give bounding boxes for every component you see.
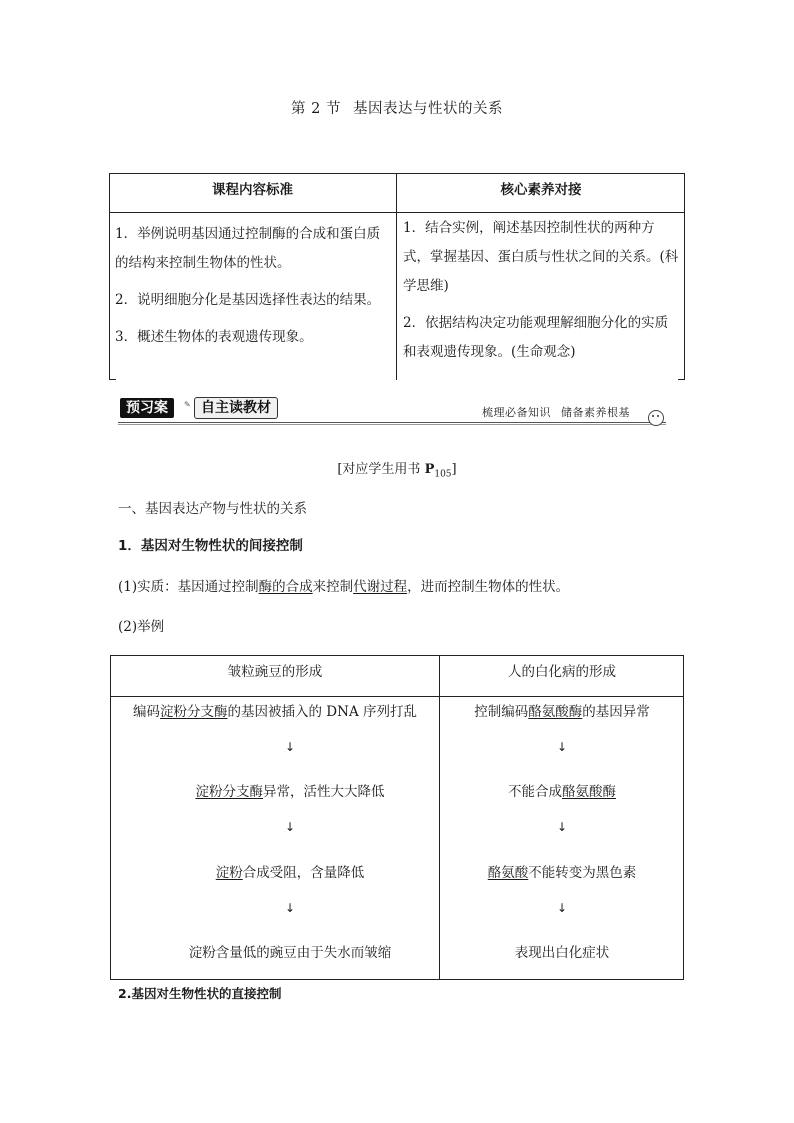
down-arrow-icon: ↓ — [284, 820, 296, 834]
self-study-tag: 自主读教材 — [194, 397, 278, 419]
preview-tag: 预习案 — [120, 398, 174, 418]
standard-item: 3．概述生物体的表观遗传现象。 — [115, 329, 313, 345]
pea-step-4: 淀粉含量低的豌豆由于失水而皱缩 — [188, 945, 392, 961]
header-curriculum-standard: 课程内容标准 — [212, 182, 293, 198]
examples-table — [110, 655, 684, 980]
essence-text: (1)实质：基因通过控制酶的合成来控制代谢过程，进而控制生物体的性状。 — [118, 579, 570, 595]
heading-1-1: 1．基因对生物性状的间接控制 — [118, 538, 303, 554]
standard-item: 2．说明细胞分化是基因选择性表达的结果。 — [115, 292, 381, 308]
down-arrow-icon: ↓ — [556, 901, 568, 915]
pea-step-1: 编码淀粉分支酶的基因被插入的 DNA 序列打乱 — [133, 704, 417, 720]
example-label: (2)举例 — [118, 619, 165, 635]
albinism-step-2: 不能合成酪氨酸酶 — [508, 784, 616, 800]
owl-icon — [648, 410, 664, 426]
header-wrinkled-pea: 皱粒豌豆的形成 — [227, 664, 323, 680]
albinism-step-3: 酪氨酸不能转变为黑色素 — [487, 865, 637, 881]
albinism-step-1: 控制编码酪氨酸酶的基因异常 — [474, 704, 650, 720]
heading-1-2: 2.基因对生物性状的直接控制 — [118, 986, 282, 1001]
down-arrow-icon: ↓ — [284, 740, 296, 754]
literacy-item: 2．依据结构决定功能观理解细胞分化的实质和表观遗传现象。(生命观念) — [403, 315, 669, 360]
section-banner — [118, 396, 684, 428]
section-number: 第 2 节 — [291, 101, 341, 117]
banner-slogan: 梳理必备知识 储备素养根基 — [482, 406, 630, 419]
page-title — [0, 97, 794, 118]
literacy-item: 1．结合实例，阐述基因控制性状的两种方式，掌握基因、蛋白质与性状之间的关系。(科学思维) — [403, 220, 679, 294]
albinism-step-4: 表现出白化症状 — [514, 945, 610, 961]
down-arrow-icon: ↓ — [284, 901, 296, 915]
book-reference: [对应学生用书 $P_{105}$] — [337, 462, 457, 480]
standard-item: 1．举例说明基因通过控制酶的合成和蛋白质的结构来控制生物体的性状。 — [115, 226, 381, 271]
header-core-literacy: 核心素养对接 — [500, 182, 582, 198]
pea-step-2: 淀粉分支酶异常，活性大大降低 — [195, 784, 385, 800]
header-albinism: 人的白化病的形成 — [508, 664, 616, 680]
heading-1: 一、基因表达产物与性状的关系 — [118, 501, 307, 517]
blank-answer: 代谢过程 — [353, 579, 408, 595]
sparkle-icon: ✎ — [184, 400, 191, 409]
standards-right-cell — [403, 214, 681, 367]
standards-left-cell — [115, 220, 391, 352]
pea-step-3: 淀粉合成受阻，含量降低 — [215, 865, 365, 881]
section-name: 基因表达与性状的关系 — [352, 101, 503, 117]
down-arrow-icon: ↓ — [556, 820, 568, 834]
down-arrow-icon: ↓ — [556, 740, 568, 754]
standards-table — [109, 173, 685, 380]
blank-answer: 酶的合成 — [258, 579, 313, 595]
